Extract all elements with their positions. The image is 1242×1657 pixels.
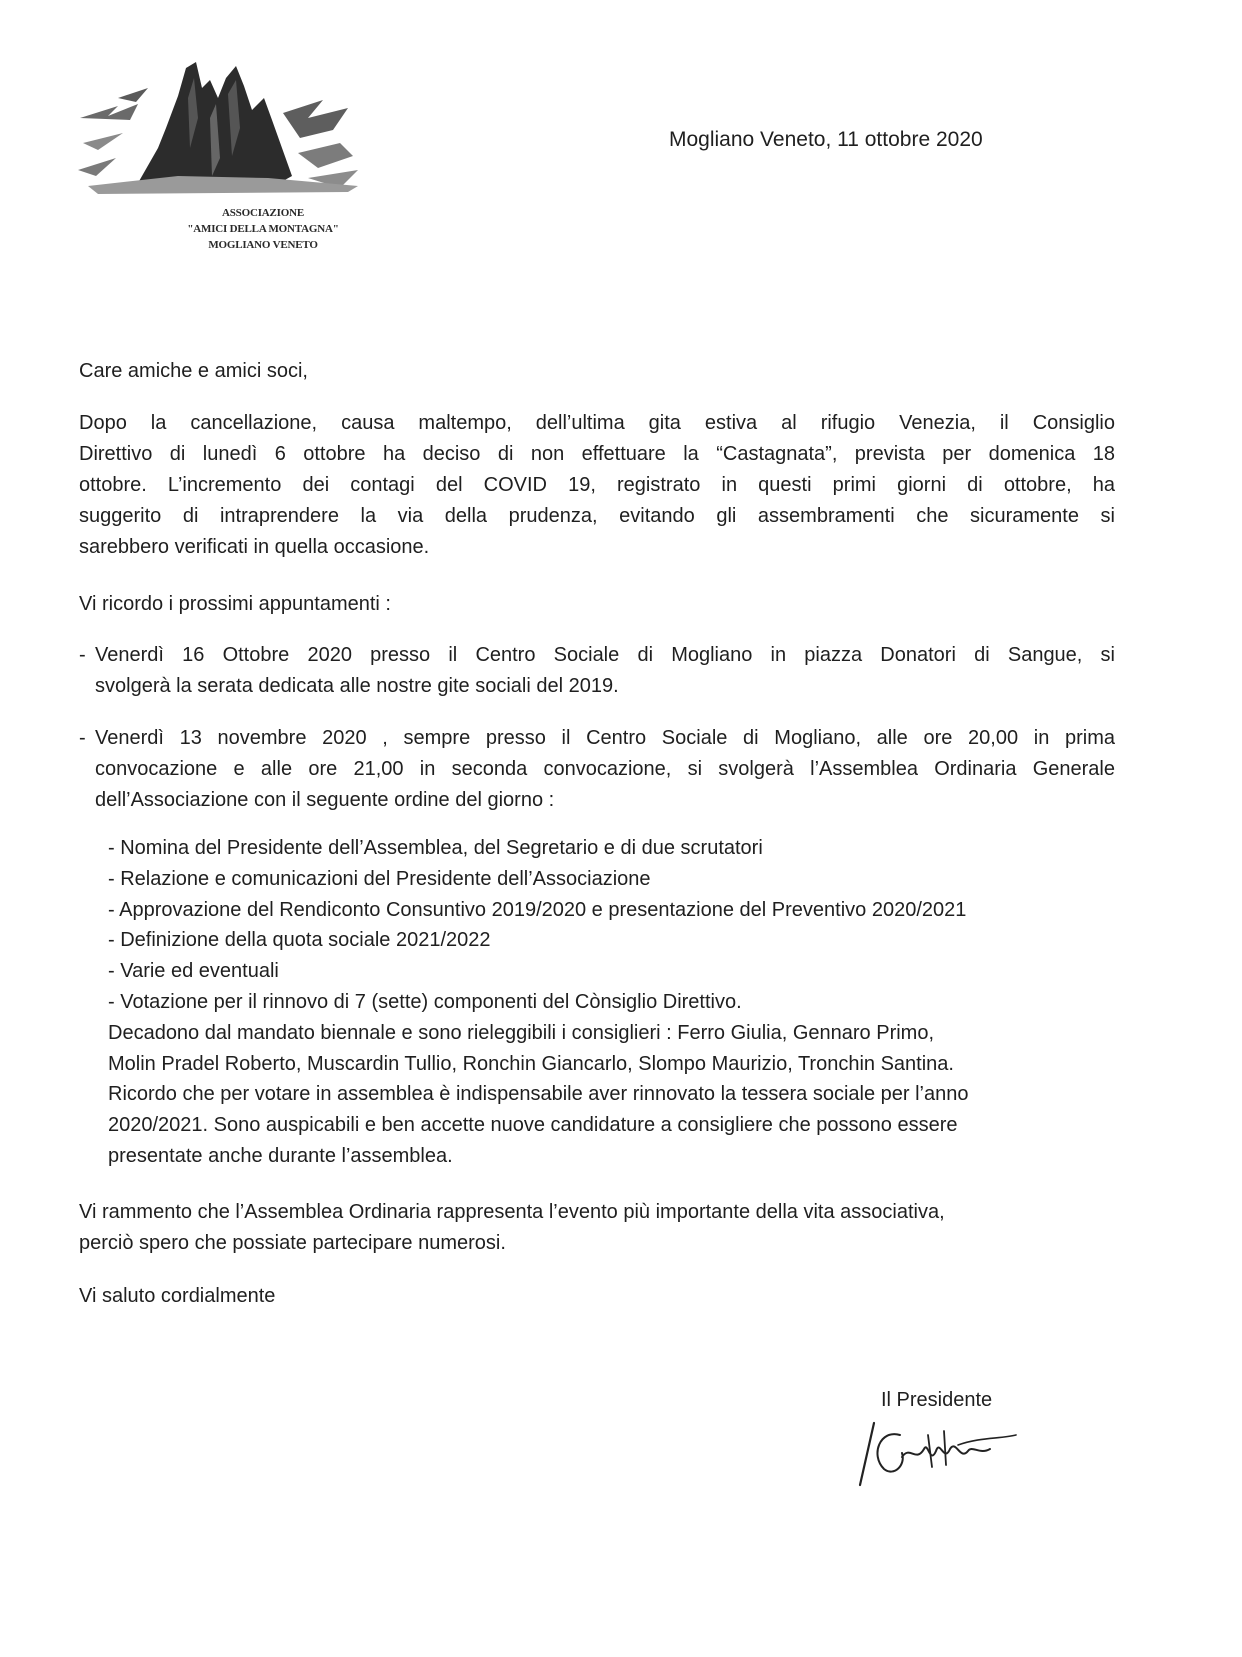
association-logo [78,58,363,268]
appointment-1-line: svolgerà la serata dedicata alle nostre gite sociali del 2019. [95,675,619,697]
association-name [138,205,388,253]
dash-marker: - [79,727,86,749]
closing-line: Vi rammento che l’Assemblea Ordinaria rappresenta l’evento più importante della vita associativa, [79,1201,945,1223]
agenda-note-line: Molin Pradel Roberto, Muscardin Tullio, Ronchin Giancarlo, Slompo Maurizio, Tronchin Santina. [108,1052,954,1075]
paragraph-1-line: Direttivo di lunedì 6 ottobre ha deciso di non effettuare la “Castagnata”, prevista per domenica 18 [79,443,1115,465]
dash-marker: - [79,644,86,666]
signer-title: Il Presidente [881,1389,993,1411]
agenda-list [108,833,969,1172]
closing-paragraph [79,1197,945,1259]
appointment-2-line: dell’Associazione con il seguente ordine del giorno : [95,789,555,811]
agenda-item: - Relazione e comunicazioni del Presidente dell’Associazione [108,867,651,890]
agenda-item: - Approvazione del Rendiconto Consuntivo 2019/2020 e presentazione del Preventivo 2020/2021 [108,898,967,921]
paragraph-1-line: Dopo la cancellazione, causa maltempo, dell’ultima gita estiva al rifugio Venezia, il Consiglio [79,412,1115,434]
paragraph-2: Vi ricordo i prossimi appuntamenti : [79,593,391,615]
appointment-1-line: Venerdì 16 Ottobre 2020 presso il Centro Sociale di Mogliano in piazza Donatori di Sangue, si [95,644,1115,666]
org-line-3: MOGLIANO VENETO [208,239,318,251]
agenda-item: - Votazione per il rinnovo di 7 (sette) componenti del Cònsiglio Direttivo. [108,990,742,1013]
agenda-note-line: Ricordo che per votare in assemblea è indispensabile aver rinnovato la tessera sociale per l’anno [108,1083,969,1106]
agenda-note-line: presentate anche durante l’assemblea. [108,1144,453,1167]
agenda-note-line: Decadono dal mandato biennale e sono rieleggibili i consiglieri : Ferro Giulia, Gennaro Primo, [108,1021,935,1044]
mountain-logo-icon [78,58,363,203]
agenda-item: - Varie ed eventuali [108,960,279,983]
appointment-1 [79,640,1115,702]
appointment-2-line: convocazione e alle ore 21,00 in seconda convocazione, si svolgerà l’Assemblea Ordinaria Generale [95,758,1115,780]
greeting: Care amiche e amici soci, [79,360,308,382]
paragraph-1-line: ottobre. L’incremento dei contagi del COVID 19, registrato in questi primi giorni di ottobre, ha [79,474,1115,496]
paragraph-1-line: sarebbero verificati in quella occasione. [79,536,430,558]
agenda-note-line: 2020/2021. Sono auspicabili e ben accette nuove candidature a consigliere che possono essere [108,1114,958,1137]
appointment-2 [79,723,1115,816]
handwritten-signature [840,1405,1020,1495]
closing-line: perciò spero che possiate partecipare numerosi. [79,1232,506,1254]
appointment-2-line: Venerdì 13 novembre 2020 , sempre presso il Centro Sociale di Mogliano, alle ore 20,00 in prima [95,727,1115,749]
salutation: Vi saluto cordialmente [79,1285,276,1307]
org-line-2: "AMICI DELLA MONTAGNA" [187,223,339,235]
paragraph-1-line: suggerito di intraprendere la via della prudenza, evitando gli assembramenti che sicuramente si [79,505,1115,527]
agenda-item: - Definizione della quota sociale 2021/2022 [108,929,491,952]
org-line-1: ASSOCIAZIONE [222,207,304,219]
date-line: Mogliano Veneto, 11 ottobre 2020 [669,128,983,151]
agenda-item: - Nomina del Presidente dell’Assemblea, del Segretario e di due scrutatori [108,837,763,859]
paragraph-1 [79,408,1115,563]
